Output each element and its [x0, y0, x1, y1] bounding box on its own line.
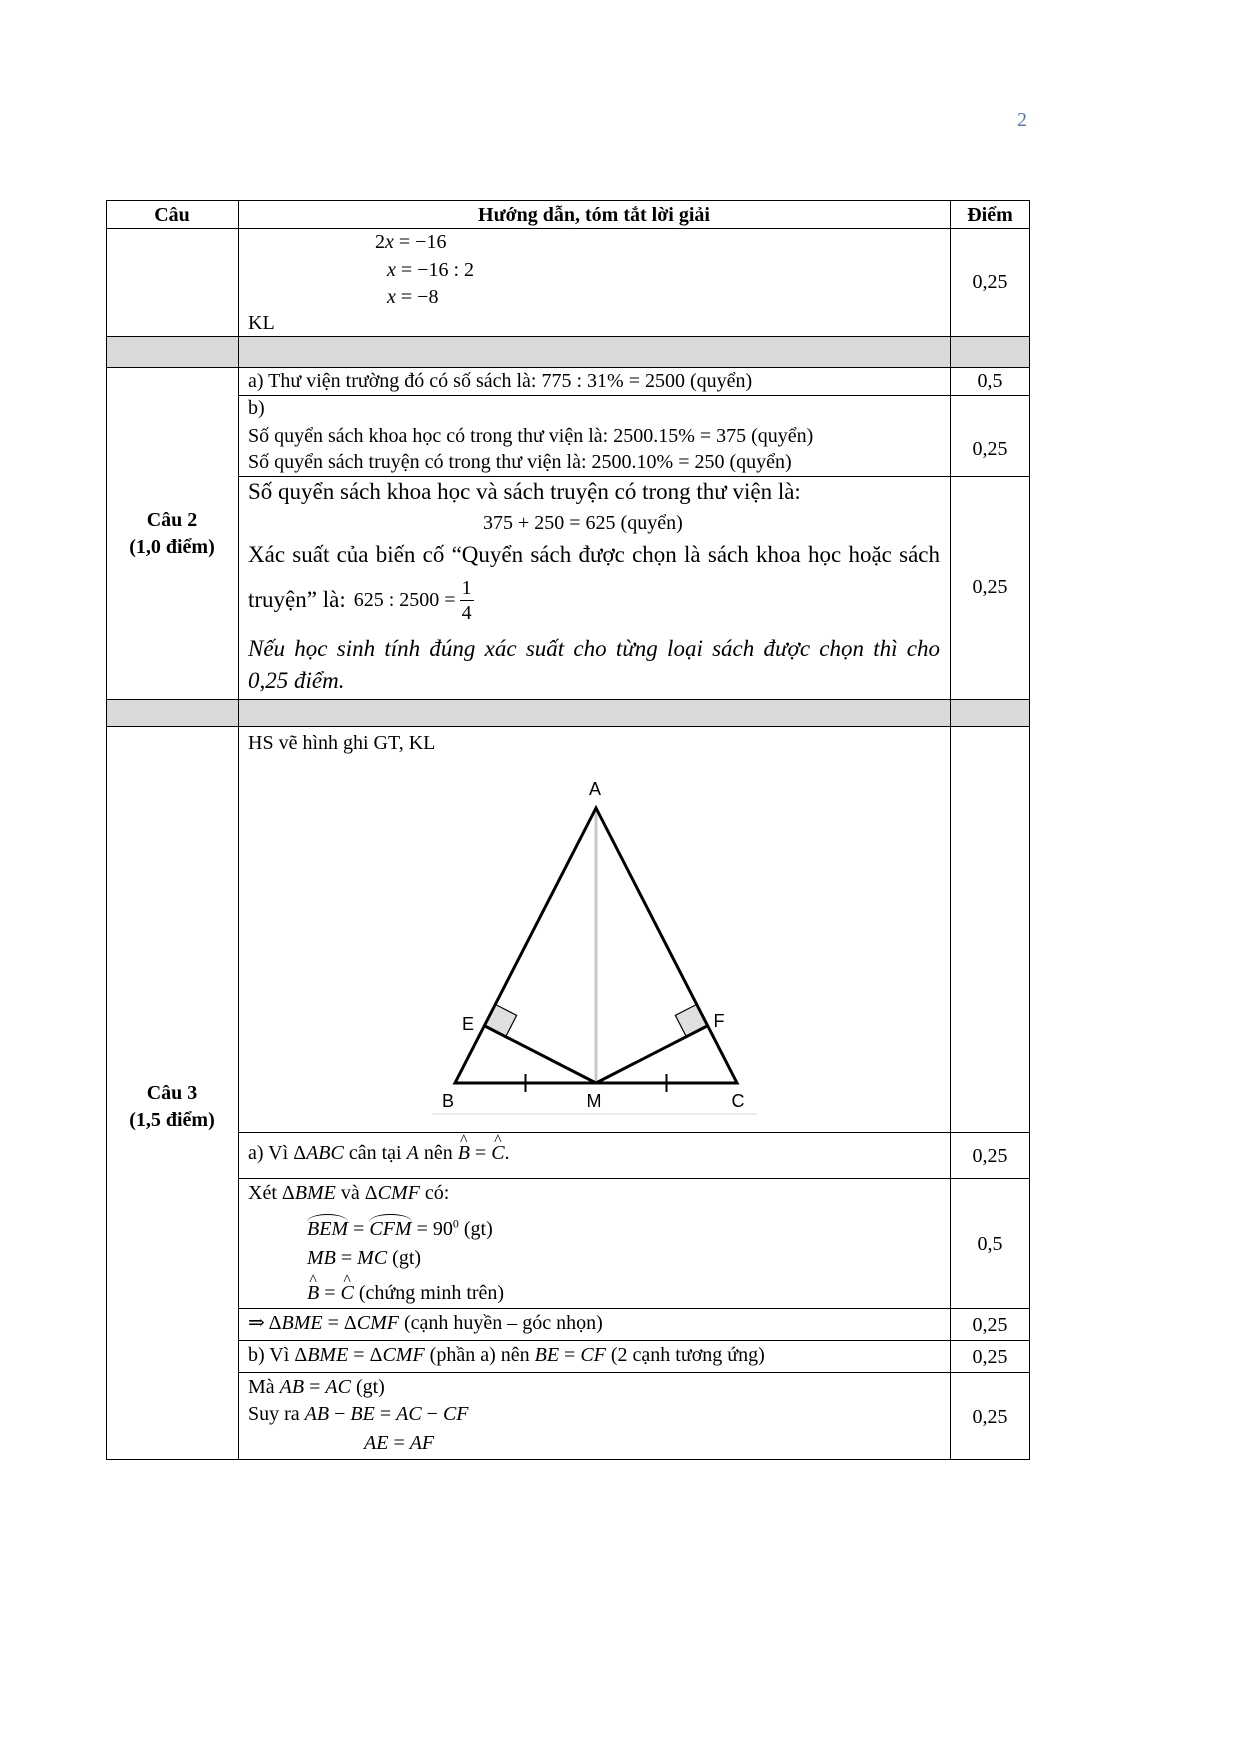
- grading-note: Nếu học sinh tính đúng xác suất cho từng loại sách được chọn thì cho: [248, 636, 940, 661]
- text-segment: (gt): [350, 1376, 385, 1398]
- angle-b: B ^: [458, 1141, 470, 1165]
- angle-c: C ^: [341, 1281, 354, 1305]
- fraction-denominator: 4: [461, 601, 472, 624]
- text-segment: cân tại: [343, 1142, 407, 1164]
- math-var: CMF: [377, 1182, 420, 1204]
- math-var: AB: [279, 1376, 305, 1398]
- q2c-line: Số quyển sách khoa học và sách truyện có trong thư viện là:: [248, 479, 801, 504]
- score: 0,5: [977, 1233, 1003, 1255]
- text-segment: =: [388, 1432, 410, 1454]
- triangle-figure: [420, 770, 780, 1120]
- math-text: = −8: [395, 286, 439, 308]
- separator-cell: [106, 699, 238, 726]
- separator-cell: [106, 336, 238, 367]
- text-segment: (gt): [458, 1218, 493, 1240]
- math-var: AC: [325, 1376, 351, 1398]
- math-var: AB: [304, 1403, 330, 1425]
- text-segment: =: [348, 1218, 370, 1240]
- text-segment: −: [329, 1403, 351, 1425]
- right-angle-mark-e: [484, 1004, 516, 1036]
- segment-me: [484, 1026, 596, 1083]
- question-label: Câu 3: [146, 1082, 198, 1104]
- probability-text: truyện” là:: [248, 587, 346, 612]
- equation-line: [387, 285, 438, 309]
- math-var: x: [387, 259, 396, 281]
- math-var: BME: [281, 1312, 323, 1334]
- grading-note: 0,25 điểm.: [248, 668, 345, 693]
- text-segment: (2 cạnh tương ứng): [605, 1344, 765, 1366]
- delta-symbol: Δ: [293, 1142, 307, 1164]
- math-var: CMF: [382, 1344, 425, 1366]
- text-segment: a) Vì: [248, 1142, 294, 1164]
- q2b-line: Số quyển sách khoa học có trong thư viện là: 2500.15% = 375 (quyển): [248, 425, 814, 447]
- label-f: F: [713, 1011, 725, 1031]
- math-var: BE: [350, 1403, 375, 1425]
- text-segment: (phần a) nên: [424, 1344, 535, 1366]
- angle-cfm: CFM: [369, 1218, 412, 1240]
- math-text: = −16: [393, 231, 447, 253]
- math-var: x: [387, 286, 396, 308]
- math-var: BME: [307, 1344, 349, 1366]
- figure-caption: HS vẽ hình ghi GT, KL: [248, 732, 436, 754]
- separator-cell: [238, 336, 950, 367]
- q2c-line: Xác suất của biến cố “Quyển sách được chọn là sách khoa học hoặc sách: [248, 542, 940, 567]
- equation-line: [375, 230, 446, 254]
- header-guide: Hướng dẫn, tóm tắt lời giải: [478, 204, 710, 226]
- text-segment: =: [304, 1376, 326, 1398]
- condition-line: [307, 1246, 421, 1270]
- text-segment: Suy ra: [248, 1403, 305, 1425]
- text-segment: =: [319, 1282, 341, 1304]
- implies-symbol: ⇒: [248, 1312, 269, 1334]
- math-var: CF: [442, 1403, 469, 1425]
- text-segment: = 90: [411, 1218, 453, 1240]
- math-text: = −16 : 2: [395, 259, 475, 281]
- text-segment: .: [504, 1142, 510, 1164]
- delta-symbol: Δ: [268, 1312, 282, 1334]
- score: 0,25: [972, 1406, 1008, 1428]
- label-a: A: [588, 779, 602, 799]
- delta-symbol: Δ: [343, 1312, 357, 1334]
- q3a-line: [248, 1141, 510, 1165]
- condition-line: [307, 1217, 493, 1241]
- math-var: A: [406, 1142, 419, 1164]
- score-cell: [950, 726, 1029, 1132]
- fraction: [460, 576, 474, 625]
- score: 0,25: [972, 271, 1008, 293]
- text-segment: b) Vì: [248, 1344, 295, 1366]
- math-var: MB: [307, 1247, 336, 1269]
- segment-mf: [596, 1026, 708, 1083]
- text-segment: =: [348, 1344, 370, 1366]
- angle-b: B ^: [307, 1281, 319, 1305]
- label-e: E: [461, 1014, 475, 1034]
- separator-cell: [950, 699, 1029, 726]
- score: 0,25: [972, 1346, 1008, 1368]
- q2b-label: b): [248, 397, 265, 419]
- text-segment: =: [374, 1403, 397, 1425]
- angle-bem: BEM: [307, 1218, 349, 1240]
- q1-guide-cell: [238, 228, 950, 336]
- text-segment: (chứng minh trên): [353, 1282, 505, 1304]
- probability-expression: 625 : 2500 =: [353, 589, 456, 611]
- degree-superscript: 0: [452, 1216, 459, 1231]
- math-var: ABC: [306, 1142, 344, 1164]
- page-number: 2: [1017, 109, 1027, 131]
- text-segment: =: [469, 1142, 492, 1164]
- score: 0,25: [972, 1314, 1008, 1336]
- q2-question-cell: [106, 367, 238, 699]
- score: 0,5: [977, 370, 1003, 392]
- text-segment: Xét: [248, 1182, 282, 1204]
- q2b-line: Số quyển sách truyện có trong thư viện là: 2500.10% = 250 (quyển): [248, 451, 792, 473]
- math-var: CF: [580, 1344, 606, 1366]
- text-segment: −: [421, 1403, 443, 1425]
- equation-line: [387, 258, 474, 282]
- q3-conclude-line: [248, 1311, 603, 1335]
- delta-symbol: Δ: [281, 1182, 295, 1204]
- delta-symbol: Δ: [294, 1344, 308, 1366]
- text-segment: (gt): [387, 1247, 422, 1269]
- question-label: Câu 2: [146, 509, 198, 531]
- math-var: MC: [357, 1247, 388, 1269]
- math-var: AC: [396, 1403, 422, 1425]
- score: 0,25: [972, 576, 1008, 598]
- text-segment: =: [322, 1312, 344, 1334]
- text-segment: nên: [418, 1142, 458, 1164]
- q3b2-line: [364, 1431, 434, 1455]
- separator-cell: [950, 336, 1029, 367]
- label-m: M: [586, 1091, 602, 1111]
- text-segment: và: [335, 1182, 365, 1204]
- math-var: BME: [294, 1182, 336, 1204]
- delta-symbol: Δ: [369, 1344, 383, 1366]
- q3b2-line: [248, 1375, 385, 1399]
- probability-line: [248, 574, 474, 626]
- text-segment: Mà: [248, 1376, 280, 1398]
- text-segment: =: [335, 1247, 358, 1269]
- math-var: AE: [364, 1432, 389, 1454]
- math-number: 2: [375, 231, 385, 253]
- text-segment: có:: [419, 1182, 450, 1204]
- q3b2-line: [248, 1402, 469, 1426]
- q1-question-cell: [106, 228, 238, 336]
- label-b: B: [441, 1091, 455, 1111]
- label-c: C: [731, 1091, 745, 1111]
- math-var: x: [385, 231, 394, 253]
- math-var: CMF: [356, 1312, 399, 1334]
- angle-c: C ^: [491, 1141, 504, 1165]
- condition-line: [307, 1281, 504, 1305]
- right-angle-mark-f: [675, 1004, 707, 1036]
- score-cell: [950, 395, 1029, 476]
- q2c-equation: 375 + 250 = 625 (quyển): [483, 512, 683, 534]
- header-score: Điểm: [967, 204, 1013, 226]
- delta-symbol: Δ: [364, 1182, 378, 1204]
- score: 0,25: [972, 438, 1008, 460]
- math-var: BE: [534, 1344, 560, 1366]
- fraction-numerator: 1: [461, 576, 472, 599]
- text-segment: (cạnh huyền – góc nhọn): [399, 1312, 603, 1334]
- question-points: (1,5 điểm): [129, 1109, 215, 1131]
- score: 0,25: [972, 1145, 1008, 1167]
- conclusion-text: KL: [248, 312, 275, 334]
- separator-cell: [238, 699, 950, 726]
- q2a-text: a) Thư viện trường đó có số sách là: 775 : 31% = 2500 (quyển): [248, 370, 753, 392]
- question-points: (1,0 điểm): [129, 536, 215, 558]
- header-question: Câu: [154, 204, 190, 226]
- q3-consider-line: [248, 1181, 449, 1205]
- math-var: AF: [409, 1432, 435, 1454]
- text-segment: =: [559, 1344, 581, 1366]
- q3b-line: [248, 1343, 765, 1367]
